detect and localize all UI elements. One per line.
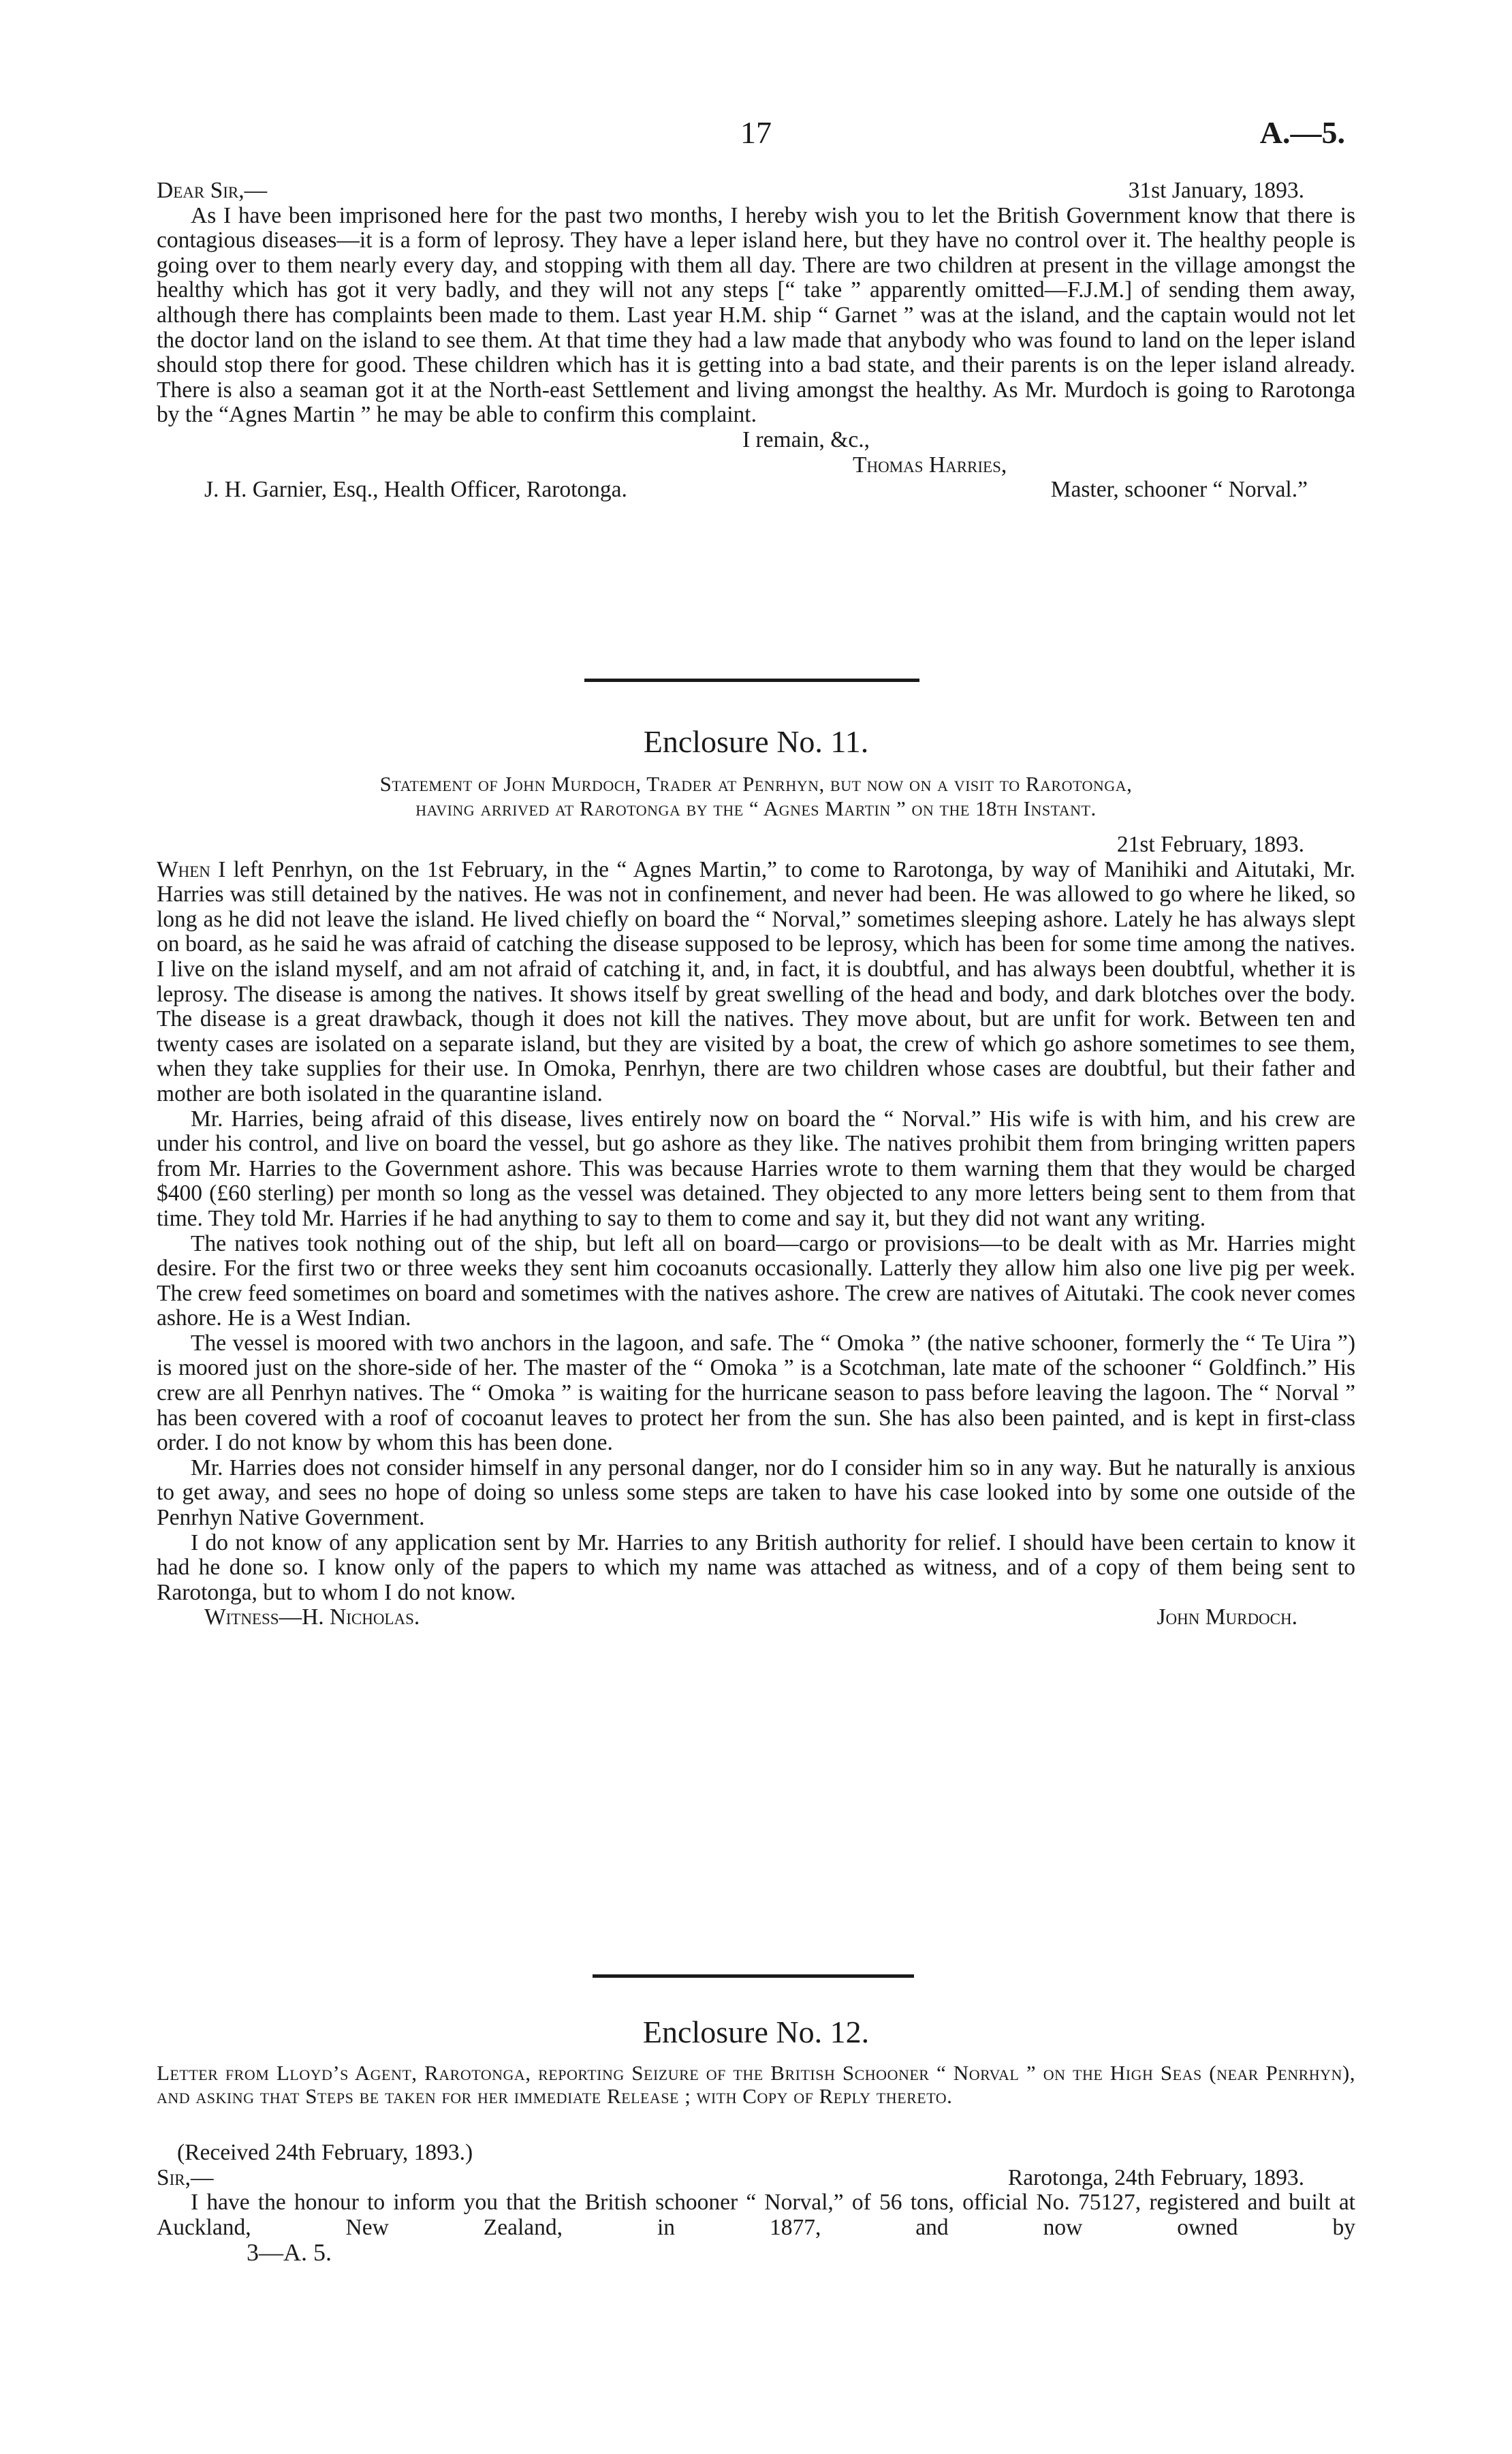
statement-paragraph-1-text: I left Penrhyn, on the 1st February, in the “ Agnes Martin,” to come to Rarotonga, by way of Manihiki and Aitutaki, Mr. Harries was still detained by the natives. He was not in confinement, and never had been. He was allowed to go where he liked, so long as he did not leave the island. He lived chiefly on board the “ Norval,” sometimes sleeping ashore. Lately he has always slept on board, as he said he was afraid of catching the disease supposed to be leprosy, which has been for some time among the natives. I live on the island myself, and am not afraid of catching it, and, in fact, it is doubtful, and has always been doubtful, whether it is leprosy. The disease is among the natives. It shows itself by great swelling of the head and body, and dark blotches over the body. The disease is a great drawback, though it does not kill the natives. They move about, but are unfit for work. Between ten and twenty cases are isolated on a separate island, but they are visited by a boat, the crew of which go ashore sometimes to see them, when they take supplies for their use. In Omoka, Penrhyn, there are two children whose cases are doubtful, but their father and mother are both isolated in the quarantine island.: [157, 856, 1355, 1106]
letter-footer-row: [157, 478, 1355, 503]
received-note: (Received 24th February, 1893.): [177, 2140, 473, 2165]
murdoch-statement: [157, 833, 1355, 1630]
statement-paragraph-2: Mr. Harries, being afraid of this disease, lives entirely now on board the “ Norval.” His wife is with him, and his crew are under his control, and live on board the vessel, but go ashore as they like. The natives prohibit them from bringing written papers from Mr. Harries to the Government ashore. This was because Harries wrote to them warning them that they would be charged $400 (£60 sterling) per month so long as the vessel was detained. They objected to any more letters being sent to them from that time. They told Mr. Harries if he had anything to say to them to come and say it, but they did not want any writing.: [157, 1106, 1355, 1231]
statement-signature-row: [157, 1605, 1355, 1630]
statement-first-word: When: [157, 856, 210, 882]
section-divider: [584, 679, 919, 682]
lloyds-date: Rarotonga, 24th February, 1893.: [1007, 2164, 1304, 2190]
statement-signature: John Murdoch.: [1156, 1604, 1297, 1630]
statement-paragraph-1: [157, 858, 1355, 1107]
section-divider-2: [593, 1974, 914, 1978]
document-reference: A.—5.: [1259, 115, 1345, 150]
enclosure-11-subtitle-line1: Statement of John Murdoch, Trader at Penrhyn, but now on a visit to Rarotonga,: [379, 772, 1133, 796]
statement-paragraph-4: The vessel is moored with two anchors in the lagoon, and safe. The “ Omoka ” (the native schooner, formerly the “ Te Uira ”) is moored just on the shore-side of her. The master of the “ Omoka ” is a Scotchman, late mate of the schooner “ Goldfinch.” His crew are all Penrhyn natives. The “ Omoka ” is waiting for the hurricane season to pass before leaving the lagoon. The “ Norval ” has been covered with a roof of cocoanut leaves to protect her from the sun. She has also been painted, and is kept in first-class order. I do not know by whom this has been done.: [157, 1330, 1355, 1456]
letter-addressee: J. H. Garnier, Esq., Health Officer, Rarotonga.: [204, 477, 627, 503]
lloyds-heading-row: [157, 2166, 1355, 2191]
letter-body: As I have been imprisoned here for the past two months, I hereby wish you to let the British Government know that there is contagious diseases—it is a form of leprosy. They have a leper island here, but they have no control over it. The healthy people is going over to them nearly every day, and stopping with them all day. There are two children at present in the village amongst the healthy which has got it very badly, and they will not any steps [“ take ” apparently omitted—F.J.M.] of sending them away, although there has complaints been made to them. Last year H.M. ship “ Garnet ” was at the island, and the captain would not let the doctor land on the island to see them. At that time they had a law made that anybody who was found to land on the leper island should stop there for good. These children which has it is getting into a bad state, and their parents is on the leper island already. There is also a seaman got it at the North-east Settlement and living amongst the healthy. As Mr. Murdoch is going to Rarotonga by the “Agnes Martin ” he may be able to confirm this complaint.: [157, 202, 1355, 428]
enclosure-11-title: Enclosure No. 11.: [643, 724, 869, 759]
statement-paragraph-3: The natives took nothing out of the ship, but left all on board—cargo or provisions—to be dealt with as Mr. Harries might desire. For the first two or three weeks they sent him cocoanuts occasionally. Latterly they allow him also one live pig per week. The crew feed sometimes on board and sometimes with the natives ashore. The crew are natives of Aitutaki. The cook never comes ashore. He is a West Indian.: [157, 1230, 1355, 1331]
lloyds-body: I have the honour to inform you that the British schooner “ Norval,” of 56 tons, official No. 75127, registered and built at Auckland, New Zealand, in 1877, and now owned by: [157, 2190, 1355, 2240]
letter-date: 31st January, 1893.: [1128, 178, 1304, 203]
statement-paragraph-5: Mr. Harries does not consider himself in any personal danger, nor do I consider him so in any way. But he naturally is anxious to get away, and sees no hope of doing so unless some steps are taken to have his case looked into by some one outside of the Penrhyn Native Government.: [157, 1455, 1355, 1531]
letter-salutation: Dear Sir,—: [157, 178, 268, 203]
statement-witness: Witness—H. Nicholas.: [204, 1604, 420, 1630]
harries-letter: [157, 178, 1355, 503]
enclosure-11-subtitle-line2: having arrived at Rarotonga by the “ Agnes Martin ” on the 18th Instant.: [415, 796, 1097, 820]
page-number: 17: [740, 115, 772, 150]
letter-closing: I remain, &c.,: [742, 426, 870, 452]
signature-mark: 3—A. 5.: [247, 2239, 332, 2267]
letter-signature-name: Thomas Harries,: [853, 452, 1007, 478]
enclosure-12-subtitle: Letter from Lloyd’s Agent, Rarotonga, reporting Seizure of the British Schooner “ Norval ” on the High Seas (near Penrhyn), and asking that Steps be taken for her immediate Release ; with Copy of Reply thereto.: [157, 2061, 1355, 2108]
letter-signature-title: Master, schooner “ Norval.”: [1050, 477, 1308, 503]
enclosure-12-title: Enclosure No. 12.: [642, 2015, 870, 2049]
statement-paragraph-6: I do not know of any application sent by Mr. Harries to any British authority for relief. I should have been certain to know it had he done so. I know only of the papers to which my name was attached as witness, and of a copy of them being sent to Rarotonga, but to whom I do not know.: [157, 1529, 1355, 1605]
lloyds-agent-letter: [157, 2141, 1355, 2265]
running-header: [0, 114, 1512, 155]
letter-heading-row: [157, 178, 1355, 204]
statement-date: 21st February, 1893.: [1116, 832, 1304, 857]
lloyds-salutation: Sir,—: [157, 2164, 214, 2190]
